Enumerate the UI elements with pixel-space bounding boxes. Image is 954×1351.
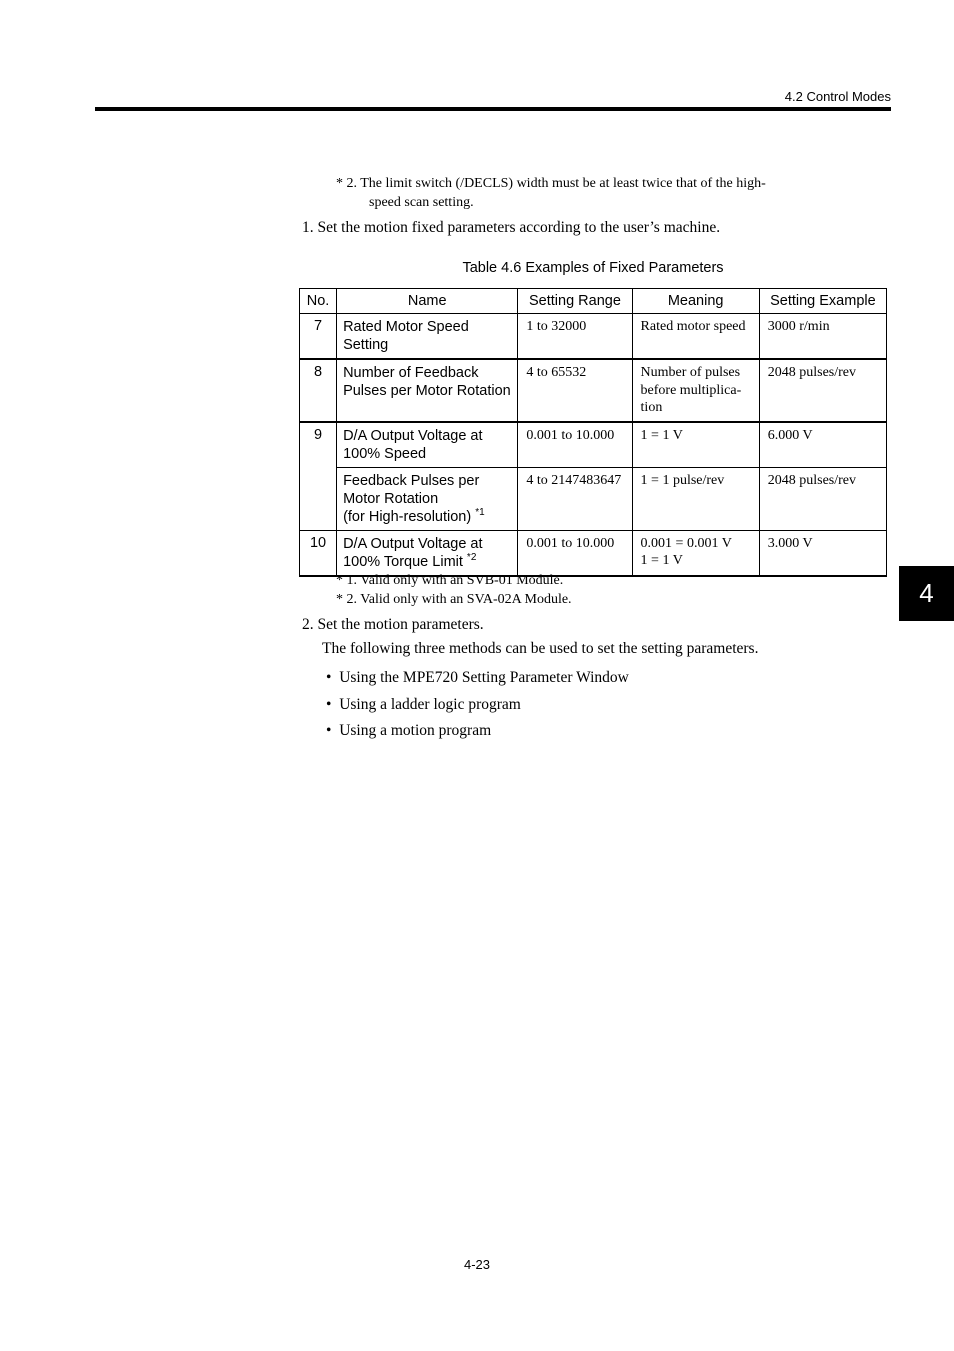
- chapter-tab: 4: [899, 566, 954, 621]
- step2-heading: 2. Set the motion parameters.: [302, 616, 484, 633]
- cell-name-text: Feedback Pulses per Motor Rotation (for High-resolution): [343, 472, 480, 525]
- cell-range: 4 to 2147483647: [518, 467, 632, 530]
- cell-meaning: Rated motor speed: [632, 314, 759, 360]
- top-note-line1: * 2. The limit switch (/DECLS) width must be at least twice that of the high-: [336, 176, 766, 191]
- fixed-parameters-table: [299, 288, 887, 577]
- header-rule: [95, 107, 891, 111]
- cell-example: 6.000 V: [759, 422, 886, 468]
- cell-example: 2048 pulses/rev: [759, 467, 886, 530]
- table-row: [300, 314, 887, 360]
- col-header-meaning: Meaning: [632, 289, 759, 314]
- bullet-text: Using the MPE720 Setting Parameter Window: [339, 669, 629, 686]
- bullet-item: [326, 696, 521, 714]
- table-row: [300, 359, 887, 422]
- table-row: [300, 422, 887, 468]
- step1-text: 1. Set the motion fixed parameters according to the user’s machine.: [302, 219, 721, 236]
- table-footnote-1: * 1. Valid only with an SVB-01 Module.: [336, 573, 564, 588]
- cell-example: 2048 pulses/rev: [759, 359, 886, 422]
- cell-meaning: 0.001 = 0.001 V 1 = 1 V: [632, 530, 759, 576]
- cell-no: 7: [300, 314, 337, 360]
- cell-range: 1 to 32000: [518, 314, 632, 360]
- page-number: 4-23: [463, 1257, 491, 1272]
- cell-no: 10: [300, 530, 337, 576]
- cell-meaning: Number of pulses before multiplica- tion: [632, 359, 759, 422]
- footnote-ref: *1: [475, 506, 485, 518]
- bullet-icon: •: [326, 722, 332, 739]
- cell-name: [337, 530, 518, 576]
- cell-example: 3000 r/min: [759, 314, 886, 360]
- footnote-ref: *2: [466, 551, 477, 563]
- bullet-item: [326, 722, 491, 740]
- top-note-line2: speed scan setting.: [369, 195, 474, 210]
- step2-intro: The following three methods can be used to set the setting parameters.: [322, 640, 759, 657]
- cell-range: 0.001 to 10.000: [518, 530, 632, 576]
- cell-meaning: 1 = 1 V: [632, 422, 759, 468]
- cell-name: D/A Output Voltage at 100% Speed: [337, 422, 518, 468]
- cell-meaning: 1 = 1 pulse/rev: [632, 467, 759, 530]
- bullet-icon: •: [326, 696, 332, 713]
- cell-no: 9: [300, 422, 337, 531]
- cell-name: [337, 467, 518, 530]
- cell-name-text: D/A Output Voltage at 100% Torque Limit: [343, 535, 483, 570]
- section-title: 4.2 Control Modes: [784, 89, 891, 104]
- cell-range: 0.001 to 10.000: [518, 422, 632, 468]
- col-header-setting-range: Setting Range: [518, 289, 632, 314]
- table-footnote-2: * 2. Valid only with an SVA-02A Module.: [336, 592, 572, 607]
- table-title: Table 4.6 Examples of Fixed Parameters: [462, 260, 724, 276]
- col-header-setting-example: Setting Example: [759, 289, 886, 314]
- bullet-text: Using a motion program: [339, 722, 492, 739]
- bullet-item: [326, 669, 629, 687]
- cell-name: Rated Motor Speed Setting: [337, 314, 518, 360]
- table-header-row: [300, 289, 887, 314]
- col-header-name: Name: [337, 289, 518, 314]
- cell-range: 4 to 65532: [518, 359, 632, 422]
- bullet-text: Using a ladder logic program: [339, 696, 521, 713]
- table-row: [300, 467, 887, 530]
- bullet-icon: •: [326, 669, 332, 686]
- cell-example: 3.000 V: [759, 530, 886, 576]
- cell-no: 8: [300, 359, 337, 422]
- col-header-no: No.: [300, 289, 337, 314]
- cell-name: Number of Feedback Pulses per Motor Rotation: [337, 359, 518, 422]
- table-row: [300, 530, 887, 576]
